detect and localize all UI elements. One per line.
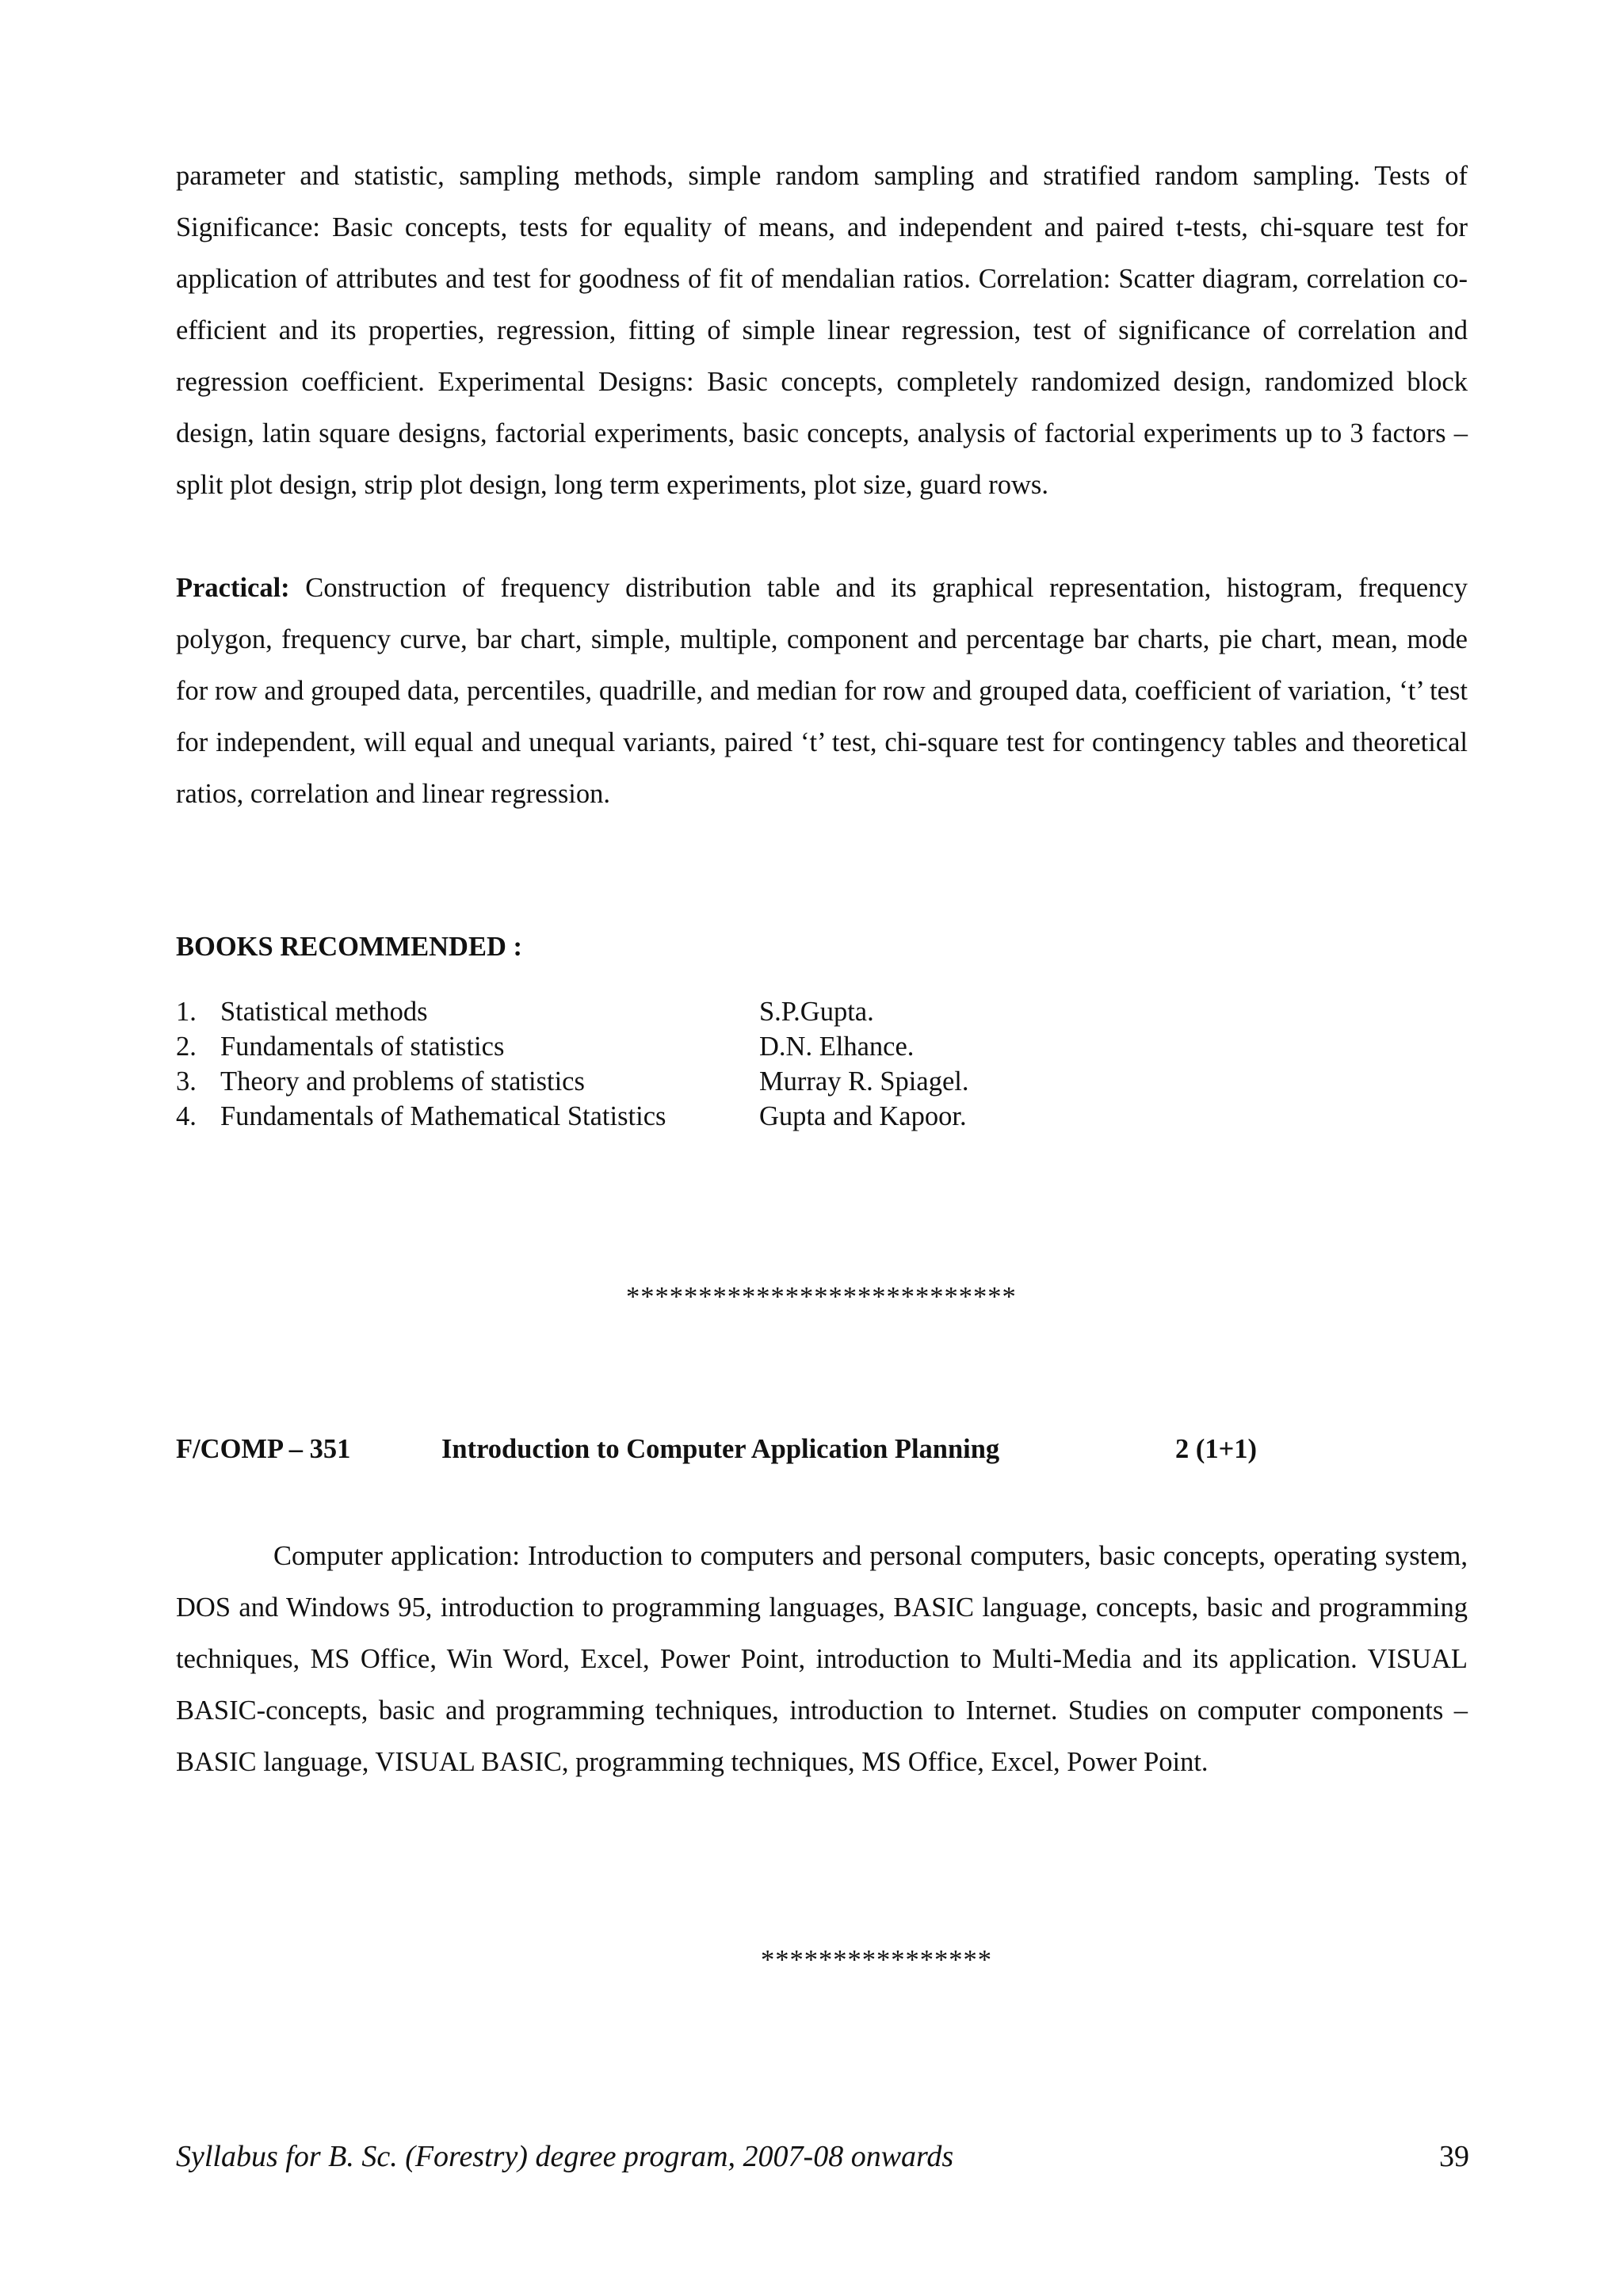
- section-separator-long: ***************************: [626, 1282, 1017, 1312]
- book-author: Gupta and Kapoor.: [759, 1101, 967, 1131]
- book-item: [176, 1029, 1468, 1064]
- book-author: D.N. Elhance.: [759, 1032, 915, 1062]
- book-list: [176, 994, 1468, 1134]
- course-credits: 2 (1+1): [1175, 1434, 1258, 1464]
- practical-label: Practical:: [176, 573, 290, 603]
- books-heading: BOOKS RECOMMENDED :: [176, 932, 523, 962]
- book-number: 4.: [176, 1101, 197, 1131]
- page-number: 39: [1439, 2140, 1469, 2173]
- book-author: Murray R. Spiagel.: [759, 1066, 969, 1097]
- practical-paragraph: [176, 563, 1468, 820]
- book-title: Fundamentals of statistics: [220, 1032, 505, 1062]
- book-number: 1.: [176, 997, 197, 1027]
- section-separator-short: ****************: [761, 1945, 992, 1975]
- book-number: 3.: [176, 1066, 197, 1097]
- book-item: [176, 994, 1468, 1029]
- footer-title: Syllabus for B. Sc. (Forestry) degree program, 2007-08 onwards: [176, 2140, 954, 2173]
- books-section: [176, 931, 1468, 1134]
- intro-paragraph: parameter and statistic, sampling methods, simple random sampling and stratified random sampling. Tests of Significance: Basic concepts, tests for equality of means, and independent and paired t-tests, chi-square test for application of attributes and test for goodness of fit of mendalian ratios. Correlation: Scatter diagram, correlation co-efficient and its properties, regression, fitting of simple linear regression, test of significance of correlation and regression coefficient. Experimental Designs: Basic concepts, completely randomized design, randomized block design, latin square designs, factorial experiments, basic concepts, analysis of factorial experiments up to 3 factors – split plot design, strip plot design, long term experiments, plot size, guard rows.: [176, 161, 1468, 500]
- book-title: Theory and problems of statistics: [220, 1066, 585, 1097]
- book-item: [176, 1064, 1468, 1099]
- course-description-block: [176, 1531, 1468, 1788]
- practical-text: Construction of frequency distribution table and its graphical representation, histogram, frequency polygon, frequency curve, bar chart, simple, multiple, component and percentage bar charts, pie chart, mean, mode for row and grouped data, percentiles, quadrille, and median for row and grouped data, coefficient of variation, ‘t’ test for independent, will equal and unequal variants, paired ‘t’ test, chi-square test for contingency tables and theoretical ratios, correlation and linear regression.: [176, 573, 1468, 809]
- book-title: Fundamentals of Mathematical Statistics: [220, 1101, 666, 1131]
- book-number: 2.: [176, 1032, 197, 1062]
- course-title: Introduction to Computer Application Planning: [441, 1434, 1000, 1464]
- document-page: [176, 151, 1468, 820]
- course-code: F/COMP – 351: [176, 1434, 351, 1464]
- book-author: S.P.Gupta.: [759, 997, 874, 1027]
- course-description: Computer application: Introduction to computers and personal computers, basic concepts, operating system, DOS and Windows 95, introduction to programming languages, BASIC language, concepts, basic and programming techniques, MS Office, Win Word, Excel, Power Point, introduction to Multi-Media and its application. VISUAL BASIC-concepts, basic and programming techniques, introduction to Internet. Studies on computer components – BASIC language, VISUAL BASIC, programming techniques, MS Office, Excel, Power Point.: [176, 1541, 1468, 1777]
- book-title: Statistical methods: [220, 997, 428, 1027]
- book-item: [176, 1099, 1468, 1134]
